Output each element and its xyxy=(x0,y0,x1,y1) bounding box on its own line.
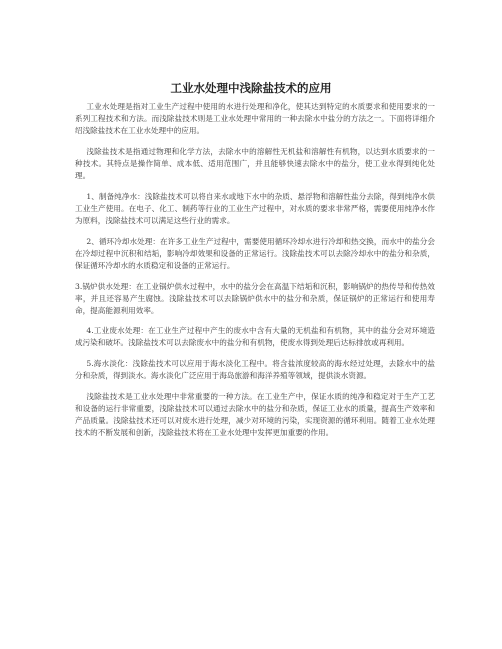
document-body xyxy=(75,101,435,448)
paragraph-boiler-water: 3.锅炉供水处理：在工业锅炉供水过程中，水中的盐分会在高温下结垢和沉积，影响锅炉的热传导和传热效率，并且还容易产生腐蚀。浅除盐技术可以去除锅炉供水中的盐分和杂质，保证锅炉的正常运行和使用寿命，提高能源利用效率。 xyxy=(75,281,435,315)
paragraph-cooling-water: 2、循环冷却水处理：在许多工业生产过程中，需要使用循环冷却水进行冷却和热交换，而水中的盐分会在冷却过程中沉积和结垢，影响冷却效果和设备的正常运行。浅除盐技术可以去除冷却水中的盐分和杂质，保证循环冷却水的水质稳定和设备的正常运行。 xyxy=(75,236,435,270)
paragraph-pure-water: 1、制备纯净水：浅除盐技术可以将自来水或地下水中的杂质、悬浮物和溶解性盐分去除，得到纯净水供工业生产使用。在电子、化工、制药等行业的工业生产过程中，对水质的要求非常严格，需要使用纯净水作为原料，浅除盐技术可以满足这些行业的需求。 xyxy=(75,191,435,225)
paragraph-definition: 浅除盐技术是指通过物理和化学方法，去除水中的溶解性无机盐和溶解性有机物，以达到水质要求的一种技术。其特点是操作简单、成本低、适用范围广，并且能够快速去除水中的盐分，使工业水得到纯化处理。 xyxy=(75,146,435,181)
paragraph-desalination: 5.海水淡化：浅除盐技术可以应用于海水淡化工程中。将含盐浓度较高的海水经过处理，去除水中的盐分和杂质，得到淡水。海水淡化广泛应用于海岛旅游和海洋养殖等领域，提供淡水资源。 xyxy=(75,359,435,381)
paragraph-wastewater: 4.工业废水处理：在工业生产过程中产生的废水中含有大量的无机盐和有机物，其中的盐分会对环境造成污染和破坏。浅除盐技术可以去除废水中的盐分和有机物，使废水得到处理后达标排放或再利用。 xyxy=(75,326,435,348)
document-title: 工业水处理中浅除盐技术的应用 xyxy=(170,81,332,95)
paragraph-conclusion: 浅除盐技术是工业水处理中非常重要的一种方法。在工业生产中，保证水质的纯净和稳定对于生产工艺和设备的运行非常重要，浅除盐技术可以通过去除水中的盐分和杂质，保证工业水的质量，提高生产效率和产品质量。浅除盐技术还可以对废水进行处理，减少对环境的污染，实现资源的循环利用。随着工业水处理技术的不断发展和创新，浅除盐技术将在工业水处理中发挥更加重要的作用。 xyxy=(75,391,435,438)
paragraph-intro: 工业水处理是指对工业生产过程中使用的水进行处理和净化，使其达到特定的水质要求和使用要求的一系列工程技术和方法。而浅除盐技术则是工业水处理中常用的一种去除水中盐分的方法之一。下面将详细介绍浅除盐技术在工业水处理中的应用。 xyxy=(75,102,435,136)
